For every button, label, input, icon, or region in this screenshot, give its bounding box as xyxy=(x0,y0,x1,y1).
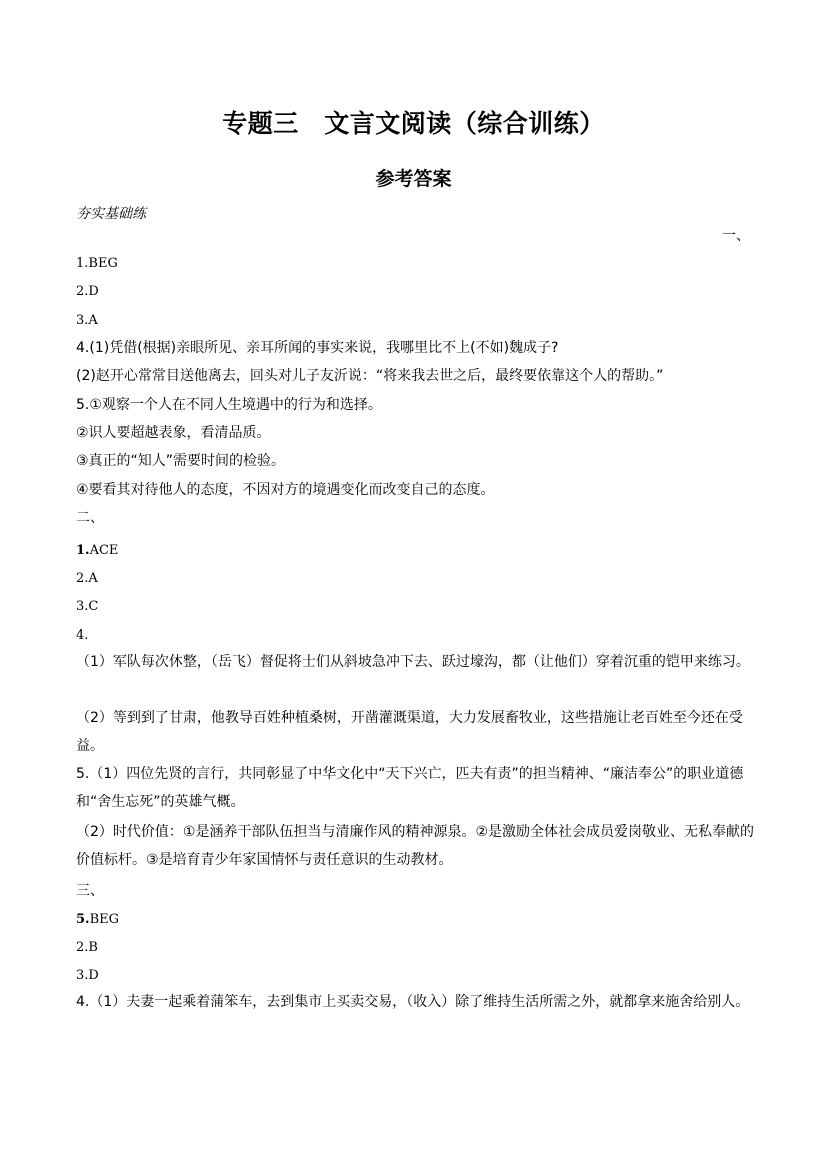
part3-answer-2: 2.B xyxy=(76,940,98,955)
part3-answer-1 xyxy=(76,911,756,929)
part2-answer-4-1: （1）军队每次休整，（岳飞）督促将士们从斜坡急冲下去、跃过壕沟，都（让他们）穿着沉重的铠甲来练习。 xyxy=(76,654,750,670)
section-note: 夯实基础练 xyxy=(76,206,146,222)
part1-answer-2: 2.D xyxy=(76,284,99,299)
part2-answer-2: 2.A xyxy=(76,571,98,586)
part2-answer-5-1: 5.（1）四位先贤的言行，共同彰显了中华文化中“天下兴亡，匹夫有责”的担当精神、“廉洁奉公”的职业道德和“舍生忘死”的英雄气概。 xyxy=(76,766,744,810)
part1-answer-5-3: ③真正的“知人”需要时间的检验。 xyxy=(76,453,286,469)
part2-answer-3: 3.C xyxy=(76,599,99,614)
part2-answer-1-text: ACE xyxy=(89,543,119,558)
part1-mark: 一、 xyxy=(722,228,750,244)
part2-answer-5-2: （2）时代价值：①是涵养干部队伍担当与清廉作风的精神源泉。②是激励全体社会成员爱岗敬业、无私奉献的价值标杆。③是培育青少年家国情怀与责任意识的生动教材。 xyxy=(76,824,755,868)
part2-mark: 二、 xyxy=(76,510,104,526)
part2-answer-4: 4. xyxy=(76,628,89,643)
part1-answer-4-2: (2)赵开心常常目送他离去，回头对儿子友沂说：“将来我去世之后，最终要依靠这个人的帮助。” xyxy=(76,368,664,384)
part3-answer-1-number: 5. xyxy=(76,912,90,927)
part1-answer-5-1: 5.①观察一个人在不同人生境遇中的行为和选择。 xyxy=(76,397,382,413)
part3-answer-3: 3.D xyxy=(76,968,99,983)
page-subtitle: 参考答案 xyxy=(375,168,452,190)
part3-answer-4-1: 4.（1）夫妻一起乘着蒲笨车，去到集市上买卖交易，（收入）除了维持生活所需之外，就都拿来施舍给别人。 xyxy=(76,994,750,1010)
part1-answer-5-4: ④要看其对待他人的态度，不因对方的境遇变化而改变自己的态度。 xyxy=(76,482,495,498)
part3-answer-1-text: BEG xyxy=(89,912,120,927)
part1-answer-5-2: ②识人要超越表象，看清品质。 xyxy=(76,425,271,441)
part1-answer-4-1: 4.(1)凭借(根据)亲眼所见、亲耳所闻的事实来说，我哪里比不上(不如)魏成子? xyxy=(76,340,559,356)
part2-answer-1-number: 1. xyxy=(76,543,90,558)
part1-answer-1: 1.BEG xyxy=(76,256,118,271)
part2-answer-1 xyxy=(76,542,756,560)
page-title: 专题三 文言文阅读（综合训练） xyxy=(222,109,605,138)
part3-mark: 三、 xyxy=(76,883,104,899)
part2-answer-4-2: （2）等到到了甘肃，他教导百姓种植桑树，开凿灌溉渠道，大力发展畜牧业，这些措施让老百姓至今还在受益。 xyxy=(76,710,743,754)
part1-answer-3: 3.A xyxy=(76,313,98,328)
